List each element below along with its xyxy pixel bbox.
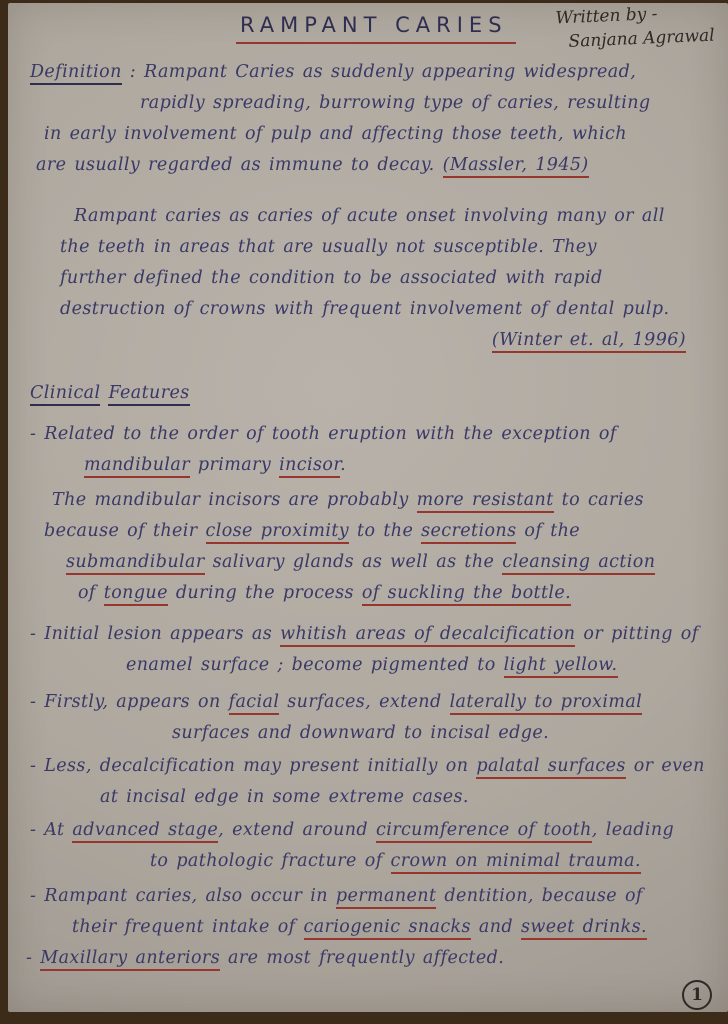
underlined-text: laterally to proximal <box>450 692 643 715</box>
text-segment: surfaces and downward to incisal edge. <box>172 723 550 743</box>
text-segment: - Initial lesion appears as <box>30 624 281 644</box>
note-line <box>22 881 720 912</box>
underlined-text: cleansing action <box>502 552 655 575</box>
text-segment: , extend around <box>218 820 376 840</box>
text-segment: to the <box>349 521 422 541</box>
underlined-text: incisor <box>279 455 340 478</box>
text-segment: destruction of crowns with frequent involvement of dental pulp. <box>60 299 670 319</box>
text-segment: dentition, because of <box>436 886 643 906</box>
underlined-text: close proximity <box>206 521 350 544</box>
text-segment: of the <box>516 521 581 541</box>
page-number <box>682 980 712 1010</box>
byline <box>555 0 715 54</box>
note-line <box>22 419 720 450</box>
note-line <box>22 687 720 718</box>
note-line <box>22 88 720 119</box>
text-segment: The mandibular incisors are probably <box>52 490 417 510</box>
note-line <box>22 232 720 263</box>
underlined-text: crown on minimal trauma. <box>391 851 641 874</box>
text-segment: in early involvement of pulp and affecting those teeth, which <box>44 124 627 144</box>
text-segment: enamel surface ; become pigmented to <box>126 655 504 675</box>
text-segment: - Rampant caries, also occur in <box>30 886 336 906</box>
note-line <box>22 547 720 578</box>
note-line <box>22 378 720 409</box>
text-segment: during the process <box>167 583 362 603</box>
underlined-text: (Massler, 1945) <box>443 155 589 178</box>
underlined-text: permanent <box>336 886 436 909</box>
note-line <box>22 782 720 813</box>
note-line <box>22 751 720 782</box>
underlined-text: Definition <box>30 62 122 85</box>
note-line <box>22 57 720 88</box>
note-line <box>22 650 720 681</box>
note-line <box>22 718 720 749</box>
text-segment: - At <box>30 820 73 840</box>
text-segment: the teeth in areas that are usually not susceptible. They <box>60 237 597 257</box>
page-number-text: 1 <box>691 985 703 1005</box>
text-segment: Rampant caries as caries of acute onset involving many or all <box>74 206 665 226</box>
note-line <box>22 294 720 325</box>
note-paper <box>8 3 728 1012</box>
text-segment: - Firstly, appears on <box>30 692 229 712</box>
text-segment: primary <box>189 455 280 475</box>
note-line <box>22 201 720 232</box>
note-line <box>22 815 720 846</box>
note-line <box>22 516 720 547</box>
note-line <box>22 943 720 974</box>
underlined-text: Clinical <box>30 383 100 406</box>
underlined-text: facial <box>229 692 280 715</box>
note-title <box>236 13 516 44</box>
text-segment: salivary glands as well as the <box>204 552 503 572</box>
text-segment: to pathologic fracture of <box>150 851 391 871</box>
underlined-text: whitish areas of decalcification <box>280 624 575 647</box>
text-segment: , leading <box>591 820 675 840</box>
text-segment: surfaces, extend <box>279 692 450 712</box>
byline-line2: Sanjana Agrawal <box>567 25 715 52</box>
text-segment: rapidly spreading, burrowing type of caries, resulting <box>140 93 651 113</box>
text-segment: - Less, decalcification may present initially on <box>30 756 477 776</box>
underlined-text: light yellow. <box>504 655 618 678</box>
byline-line1: Written by - <box>554 4 658 29</box>
note-line <box>22 119 720 150</box>
note-line <box>22 846 720 877</box>
text-segment: are usually regarded as immune to decay. <box>36 155 443 175</box>
text-segment: and <box>470 917 521 937</box>
underlined-text: secretions <box>421 521 516 544</box>
note-line <box>22 485 720 516</box>
underlined-text: Features <box>108 383 189 406</box>
text-segment: of <box>78 583 104 603</box>
underlined-text: mandibular <box>84 455 190 478</box>
note-body <box>22 57 720 974</box>
underlined-text: advanced stage <box>72 820 218 843</box>
underlined-text: sweet drinks. <box>521 917 647 940</box>
note-line <box>22 150 720 181</box>
underlined-text: tongue <box>104 583 168 606</box>
text-segment: . <box>340 455 347 475</box>
text-segment: are most frequently affected. <box>220 948 505 968</box>
note-line <box>22 325 720 356</box>
note-line <box>22 450 720 481</box>
text-segment: or pitting of <box>575 624 699 644</box>
note-title-text: RAMPANT CARIES <box>236 13 516 44</box>
text-segment: at incisal edge in some extreme cases. <box>100 787 469 807</box>
text-segment: their frequent intake of <box>72 917 304 937</box>
text-segment: - <box>26 948 41 968</box>
text-segment: further defined the condition to be associated with rapid <box>60 268 603 288</box>
underlined-text: cariogenic snacks <box>304 917 471 940</box>
text-segment: - Related to the order of tooth eruption with the exception of <box>30 424 617 444</box>
underlined-text: more resistant <box>417 490 554 513</box>
underlined-text: of suckling the bottle. <box>362 583 571 606</box>
note-line <box>22 619 720 650</box>
text-segment: to caries <box>553 490 644 510</box>
note-line <box>22 263 720 294</box>
text-segment: because of their <box>44 521 206 541</box>
underlined-text: palatal surfaces <box>476 756 625 779</box>
note-line <box>22 578 720 609</box>
note-line <box>22 912 720 943</box>
underlined-text: circumference of tooth <box>376 820 592 843</box>
text-segment: : Rampant Caries as suddenly appearing widespread, <box>121 62 637 82</box>
underlined-text: Maxillary anteriors <box>40 948 220 971</box>
underlined-text: (Winter et. al, 1996) <box>492 330 686 353</box>
underlined-text: submandibular <box>66 552 205 575</box>
text-segment: or even <box>625 756 705 776</box>
